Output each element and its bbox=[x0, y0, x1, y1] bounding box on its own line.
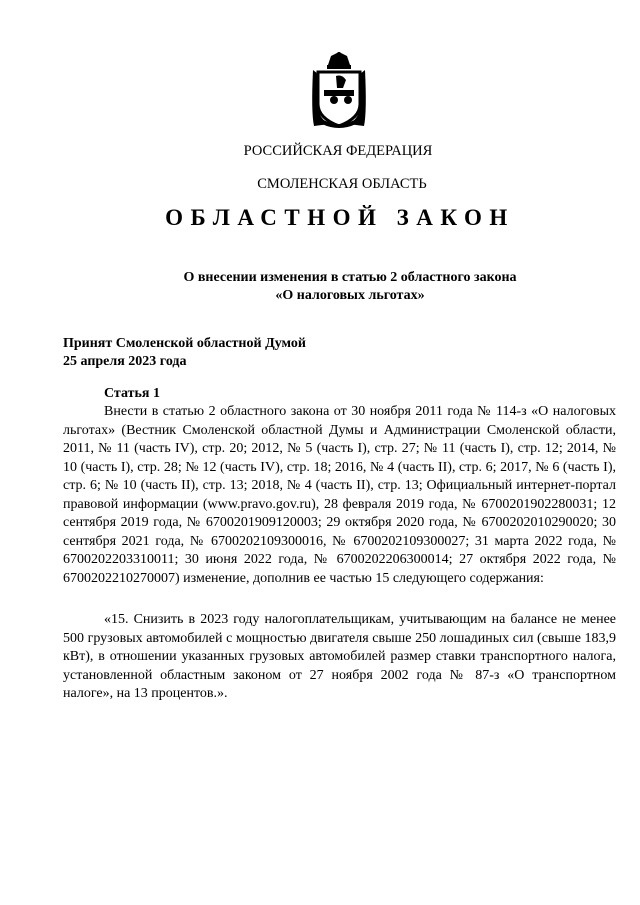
federation-heading: РОССИЙСКАЯ ФЕДЕРАЦИЯ bbox=[243, 143, 433, 159]
article-paragraph-2: «15. Снизить в 2023 году налогоплательщикам, учитывающим на балансе не менее 500 грузовых автомобилей с мощностью двигателя свыше 250 лошадиных сил (свыше 183,9 кВт), в отношении указанных грузовых автомобилей размер ставки транспортного налога, установленной областным законом от 27 ноября 2002 года № 87-з «О транспортном налоге», на 13 процентов.». bbox=[63, 612, 616, 701]
region-heading: СМОЛЕНСКАЯ ОБЛАСТЬ bbox=[257, 176, 427, 192]
adoption-body: Принят Смоленской областной Думой bbox=[63, 336, 306, 351]
law-subject-line-1: О внесении изменения в статью 2 областного закона bbox=[183, 270, 517, 285]
law-subject-line-2: «О налоговых льготах» bbox=[275, 288, 425, 303]
article-paragraph-1: Внести в статью 2 областного закона от 30 ноября 2011 года № 114-з «О налоговых льготах» (Вестник Смоленской областной Думы и Администрации Смоленской области, 2011, № 11 (часть IV), стр. 20; 2012, № 5 (часть I), стр. 27; № 11 (часть I), стр. 12; 2014, № 10 (часть I), стр. 28; № 12 (часть IV), стр. 18; 2016, № 4 (часть II), стр. 6; 2017, № 6 (часть I), стр. 6; № 10 (часть II), стр. 13; 2018, № 4 (часть II), стр. 13; Официальный интернет-портал правовой информации (www.pravo.gov.ru), 28 февраля 2019 года, № 6700201902280031; 12 сентября 2019 года, № 6700201909120003; 29 октября 2020 года, № 6700202010290020; 30 сентября 2021 года, № 6700202109300016, № 6700202109300027; 31 марта 2022 года, № 6700202203310011; 30 июня 2022 года, № 6700202206300014; 27 октября 2022 года, № 6700202210270007) изменение, дополнив ее частью 15 следующего содержания: bbox=[63, 404, 616, 586]
law-type-title: ОБЛАСТНОЙ ЗАКОН bbox=[165, 205, 515, 230]
adoption-date: 25 апреля 2023 года bbox=[63, 354, 187, 369]
article-heading: Статья 1 bbox=[104, 386, 160, 401]
smolensk-coat-of-arms-emblem bbox=[310, 52, 368, 130]
